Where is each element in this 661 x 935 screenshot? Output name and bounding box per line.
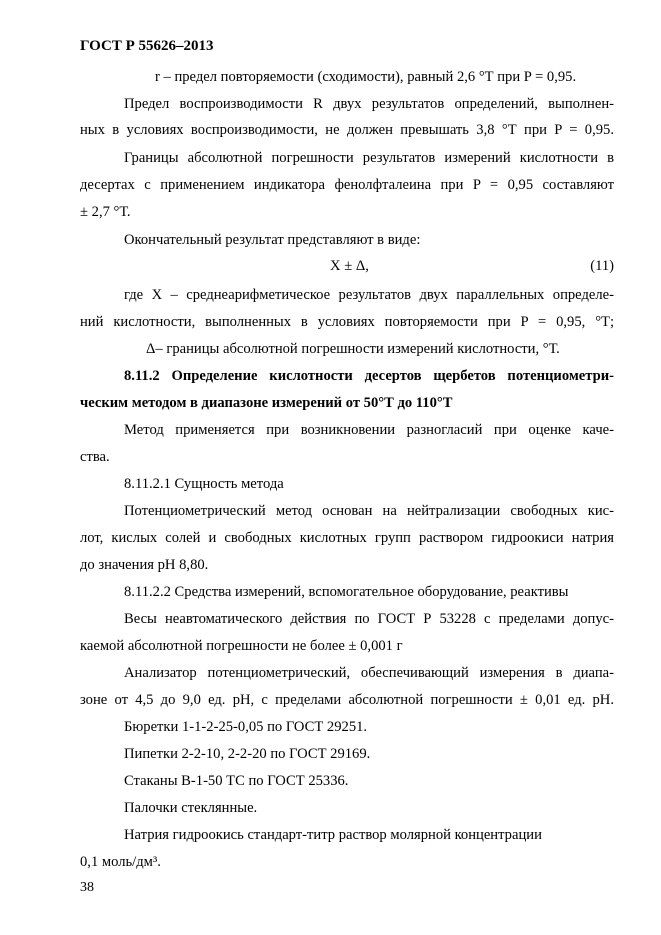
text-line: r – предел повторяемости (сходимости), равный 2,6 °Т при P = 0,95.: [155, 69, 577, 85]
text-line: Предел воспроизводимости R двух результатов определений, выполнен-: [124, 96, 614, 112]
text-line: Натрия гидроокись стандарт-титр раствор молярной концентрации: [124, 827, 542, 843]
document-header: ГОСТ Р 55626–2013: [80, 38, 214, 54]
text-line: ний кислотности, выполненных в условиях повторяемости при P = 0,95, °Т;: [80, 314, 614, 330]
text-line: Анализатор потенциометрический, обеспечивающий измерения в диапа-: [124, 665, 614, 681]
text-line: зоне от 4,5 до 9,0 ед. рН, с пределами абсолютной погрешности ± 0,01 ед. рН.: [80, 692, 614, 708]
text-line: ± 2,7 °Т.: [80, 204, 131, 220]
text-line: Метод применяется при возникновении разногласий при оценке каче-: [124, 422, 614, 438]
text-line: Окончательный результат представляют в виде:: [124, 232, 421, 248]
text-line: Границы абсолютной погрешности результатов измерений кислотности в: [124, 150, 614, 166]
page-number: 38: [80, 880, 94, 895]
equation-number: (11): [590, 258, 614, 274]
text-line: Стаканы В-1-50 ТС по ГОСТ 25336.: [124, 773, 349, 789]
text-line: 0,1 моль/дм³.: [80, 854, 161, 870]
text-line: каемой абсолютной погрешности не более ± 0,001 г: [80, 638, 403, 654]
text-line: Весы неавтоматического действия по ГОСТ Р 53228 с пределами допус-: [124, 611, 614, 627]
text-line: Палочки стеклянные.: [124, 800, 258, 816]
text-line: десертах с применением индикатора фенолфталеина при P = 0,95 составляют: [80, 177, 614, 193]
subsection-heading: 8.11.2.1 Сущность метода: [124, 476, 284, 492]
subsection-heading: 8.11.2.2 Средства измерений, вспомогательное оборудование, реактивы: [124, 584, 569, 600]
text-line: Потенциометрический метод основан на нейтрализации свободных кис-: [124, 503, 614, 519]
text-line: лот, кислых солей и свободных кислотных групп раствором гидроокиси натрия: [80, 530, 614, 546]
text-line: Бюретки 1-1-2-25-0,05 по ГОСТ 29251.: [124, 719, 368, 735]
text-line: до значения рН 8,80.: [80, 557, 209, 573]
text-line: где X – среднеарифметическое результатов двух параллельных определе-: [124, 287, 614, 303]
section-heading: 8.11.2 Определение кислотности десертов щербетов потенциометри-: [124, 368, 614, 384]
formula: X ± Δ,: [330, 258, 369, 274]
text-line: ства.: [80, 449, 110, 465]
section-heading: ческим методом в диапазоне измерений от 50°Т до 110°Т: [80, 395, 453, 411]
text-line: ных в условиях воспроизводимости, не должен превышать 3,8 °Т при P = 0,95.: [80, 122, 614, 138]
text-line: Δ– границы абсолютной погрешности измерений кислотности, °Т.: [146, 341, 560, 357]
text-line: Пипетки 2-2-10, 2-2-20 по ГОСТ 29169.: [124, 746, 371, 762]
